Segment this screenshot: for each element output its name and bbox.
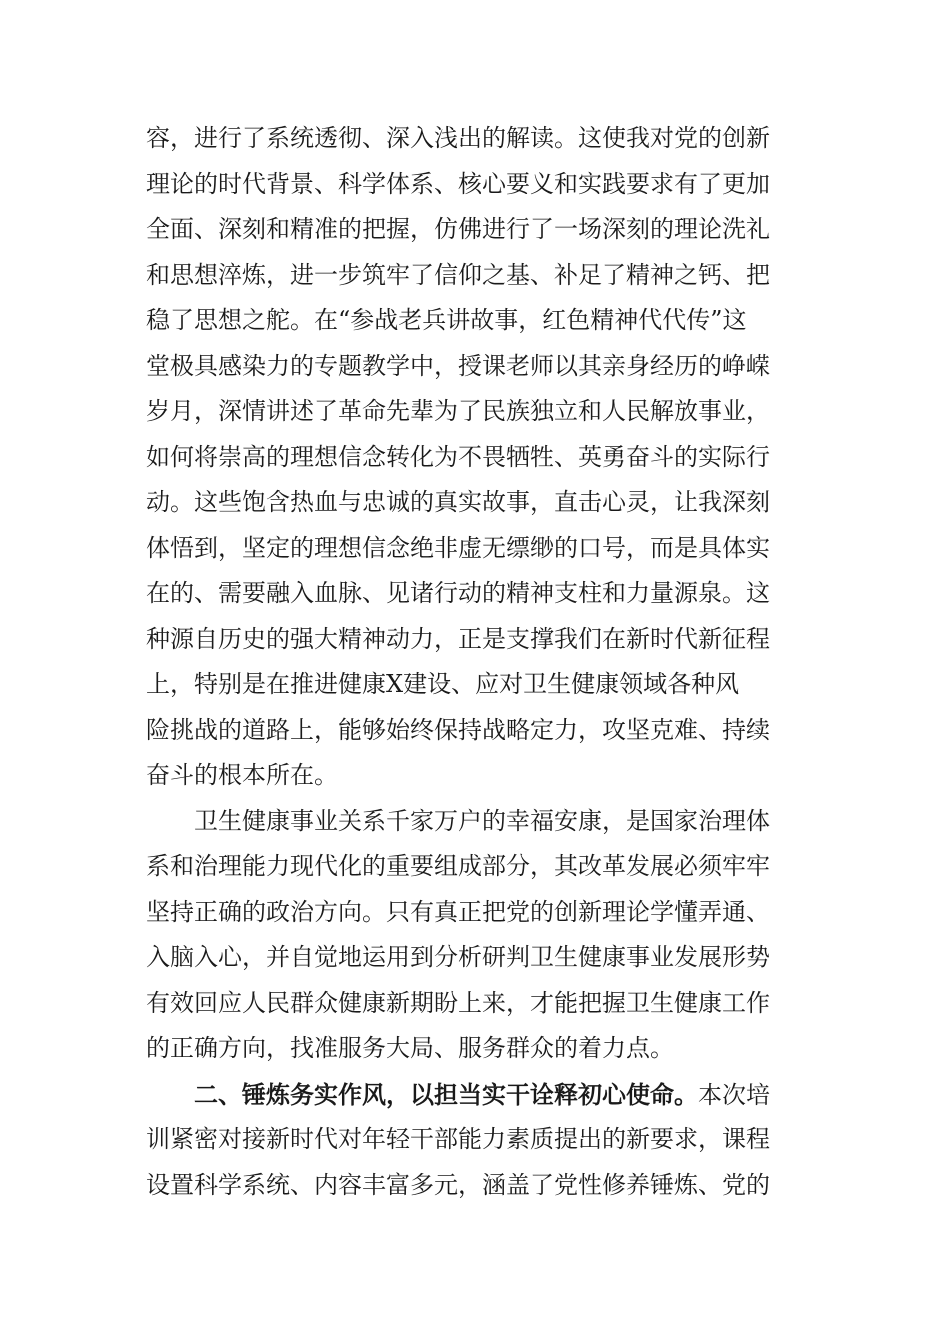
- section-heading: 二、锤炼务实作风，以担当实干诠释初心使命。: [194, 1079, 698, 1109]
- paragraph-2: [146, 799, 812, 1072]
- text-line: 系和治理能力现代化的重要组成部分，其改革发展必须牢牢: [146, 852, 770, 880]
- text-line: 稳了思想之舵。在“参战老兵讲故事，红色精神代代传”这: [146, 306, 747, 334]
- text-line: 奋斗的根本所在。: [146, 761, 338, 789]
- text-line: 理论的时代背景、科学体系、核心要义和实践要求有了更加: [146, 169, 770, 198]
- text-line: 种源自历史的强大精神动力，正是支撑我们在新时代新征程: [146, 624, 770, 653]
- text-line: 上，特别是在推进健康X建设、应对卫生健康领域各种风: [146, 670, 740, 698]
- text-line: 在的、需要融入血脉、见诸行动的精神支柱和力量源泉。这: [146, 579, 770, 607]
- text-line: 体悟到，坚定的理想信念绝非虚无缥缈的口号，而是具体实: [146, 533, 770, 562]
- text-line: 堂极具感染力的专题教学中，授课老师以其亲身经历的峥嵘: [146, 351, 770, 380]
- text-line: 训紧密对接新时代对年轻干部能力素质提出的新要求，课程: [146, 1125, 770, 1153]
- text-run: 本次培: [698, 1080, 770, 1109]
- text-line: 入脑入心，并自觉地运用到分析研判卫生健康事业发展形势: [146, 943, 770, 971]
- text-line: [146, 1072, 812, 1118]
- text-line: 卫生健康事业关系千家万户的幸福安康，是国家治理体: [194, 806, 770, 835]
- text-line: 动。这些饱含热血与忠诚的真实故事，直击心灵，让我深刻: [146, 488, 770, 516]
- text-line: 的正确方向，找准服务大局、服务群众的着力点。: [146, 1034, 674, 1062]
- text-line: 容，进行了系统透彻、深入浅出的解读。这使我对党的创新: [146, 124, 770, 152]
- text-line: 有效回应人民群众健康新期盼上来，才能把握卫生健康工作: [146, 988, 770, 1017]
- text-line: 如何将崇高的理想信念转化为不畏牺牲、英勇奋斗的实际行: [146, 442, 770, 471]
- text-line: 设置科学系统、内容丰富多元，涵盖了党性修养锤炼、党的: [146, 1170, 770, 1199]
- text-line: 险挑战的道路上，能够始终保持战略定力，攻坚克难、持续: [146, 715, 770, 744]
- paragraph-3: [146, 1072, 812, 1209]
- document-body: [146, 116, 812, 1208]
- text-line: 全面、深刻和精准的把握，仿佛进行了一场深刻的理论洗礼: [146, 215, 770, 243]
- text-line: 岁月，深情讲述了革命先辈为了民族独立和人民解放事业，: [146, 397, 770, 425]
- paragraph-1: [146, 116, 812, 799]
- text-line: 和思想淬炼，进一步筑牢了信仰之基、补足了精神之钙、把: [146, 260, 770, 289]
- text-line: 坚持正确的政治方向。只有真正把党的创新理论学懂弄通、: [146, 897, 770, 926]
